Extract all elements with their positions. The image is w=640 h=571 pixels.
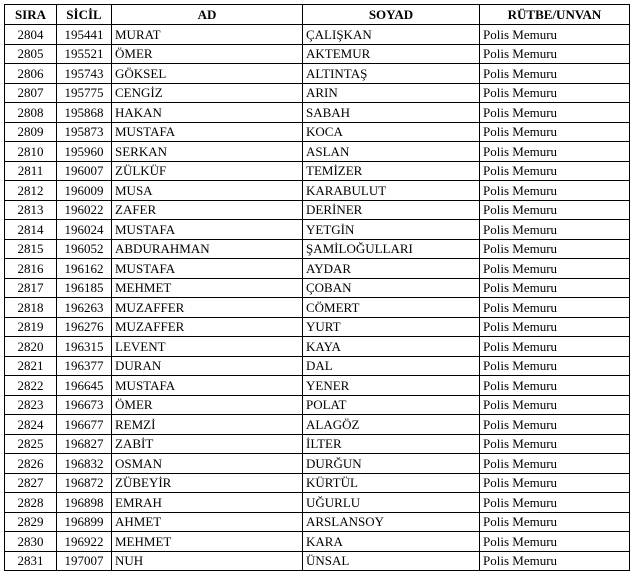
sicil-cell: 196315: [57, 337, 112, 357]
sira-cell: 2829: [5, 512, 57, 532]
ad-cell: ZABİT: [112, 434, 303, 454]
soyad-cell: AKTEMUR: [303, 44, 480, 64]
header-ad: AD: [112, 5, 303, 25]
sira-cell: 2830: [5, 532, 57, 552]
header-sira: SIRA: [5, 5, 57, 25]
table-row: [5, 551, 630, 571]
table-row: [5, 122, 630, 142]
rutbe-cell: Polis Memuru: [480, 317, 630, 337]
soyad-cell: KÜRTÜL: [303, 473, 480, 493]
table-row: [5, 181, 630, 201]
sicil-cell: 196677: [57, 415, 112, 435]
soyad-cell: ÇOBAN: [303, 278, 480, 298]
sicil-cell: 196673: [57, 395, 112, 415]
rutbe-cell: Polis Memuru: [480, 44, 630, 64]
ad-cell: AHMET: [112, 512, 303, 532]
sira-cell: 2808: [5, 103, 57, 123]
table-row: [5, 454, 630, 474]
ad-cell: HAKAN: [112, 103, 303, 123]
soyad-cell: ŞAMİLOĞULLARI: [303, 239, 480, 259]
rutbe-cell: Polis Memuru: [480, 181, 630, 201]
table-row: [5, 83, 630, 103]
rutbe-cell: Polis Memuru: [480, 200, 630, 220]
soyad-cell: ALAGÖZ: [303, 415, 480, 435]
ad-cell: DURAN: [112, 356, 303, 376]
rutbe-cell: Polis Memuru: [480, 142, 630, 162]
soyad-cell: AYDAR: [303, 259, 480, 279]
table-row: [5, 44, 630, 64]
table-row: [5, 103, 630, 123]
soyad-cell: YURT: [303, 317, 480, 337]
rutbe-cell: Polis Memuru: [480, 122, 630, 142]
ad-cell: REMZİ: [112, 415, 303, 435]
soyad-cell: DAL: [303, 356, 480, 376]
table-row: [5, 415, 630, 435]
ad-cell: ZAFER: [112, 200, 303, 220]
sira-cell: 2827: [5, 473, 57, 493]
sira-cell: 2831: [5, 551, 57, 571]
rutbe-cell: Polis Memuru: [480, 64, 630, 84]
ad-cell: GÖKSEL: [112, 64, 303, 84]
sicil-cell: 196645: [57, 376, 112, 396]
soyad-cell: ARSLANSOY: [303, 512, 480, 532]
ad-cell: SERKAN: [112, 142, 303, 162]
sicil-cell: 196185: [57, 278, 112, 298]
soyad-cell: SABAH: [303, 103, 480, 123]
table-row: [5, 142, 630, 162]
rutbe-cell: Polis Memuru: [480, 83, 630, 103]
table-row: [5, 356, 630, 376]
sira-cell: 2812: [5, 181, 57, 201]
table-row: [5, 200, 630, 220]
sicil-cell: 196922: [57, 532, 112, 552]
soyad-cell: DURĞUN: [303, 454, 480, 474]
rutbe-cell: Polis Memuru: [480, 259, 630, 279]
soyad-cell: KAYA: [303, 337, 480, 357]
sicil-cell: 196872: [57, 473, 112, 493]
sira-cell: 2825: [5, 434, 57, 454]
sira-cell: 2804: [5, 25, 57, 45]
soyad-cell: ARIN: [303, 83, 480, 103]
rutbe-cell: Polis Memuru: [480, 25, 630, 45]
table-row: [5, 259, 630, 279]
sira-cell: 2826: [5, 454, 57, 474]
table-row: [5, 64, 630, 84]
table-row: [5, 434, 630, 454]
sira-cell: 2821: [5, 356, 57, 376]
sira-cell: 2817: [5, 278, 57, 298]
soyad-cell: YENER: [303, 376, 480, 396]
ad-cell: CENGİZ: [112, 83, 303, 103]
soyad-cell: TEMİZER: [303, 161, 480, 181]
sira-cell: 2819: [5, 317, 57, 337]
sira-cell: 2805: [5, 44, 57, 64]
header-sicil: SİCİL: [57, 5, 112, 25]
sicil-cell: 195868: [57, 103, 112, 123]
table-row: [5, 317, 630, 337]
sicil-cell: 196024: [57, 220, 112, 240]
sicil-cell: 196899: [57, 512, 112, 532]
ad-cell: MUSA: [112, 181, 303, 201]
table-row: [5, 220, 630, 240]
sira-cell: 2818: [5, 298, 57, 318]
sira-cell: 2806: [5, 64, 57, 84]
rutbe-cell: Polis Memuru: [480, 532, 630, 552]
ad-cell: EMRAH: [112, 493, 303, 513]
sira-cell: 2816: [5, 259, 57, 279]
rutbe-cell: Polis Memuru: [480, 434, 630, 454]
ad-cell: MEHMET: [112, 532, 303, 552]
rutbe-cell: Polis Memuru: [480, 454, 630, 474]
soyad-cell: ÜNSAL: [303, 551, 480, 571]
sicil-cell: 196162: [57, 259, 112, 279]
rutbe-cell: Polis Memuru: [480, 376, 630, 396]
rutbe-cell: Polis Memuru: [480, 161, 630, 181]
table-row: [5, 278, 630, 298]
ad-cell: ABDURAHMAN: [112, 239, 303, 259]
ad-cell: MUZAFFER: [112, 317, 303, 337]
sicil-cell: 196007: [57, 161, 112, 181]
rutbe-cell: Polis Memuru: [480, 220, 630, 240]
header-rutbe: RÜTBE/UNVAN: [480, 5, 630, 25]
rutbe-cell: Polis Memuru: [480, 493, 630, 513]
sira-cell: 2824: [5, 415, 57, 435]
soyad-cell: UĞURLU: [303, 493, 480, 513]
ad-cell: MUSTAFA: [112, 122, 303, 142]
soyad-cell: ALTINTAŞ: [303, 64, 480, 84]
sicil-cell: 196832: [57, 454, 112, 474]
sicil-cell: 195873: [57, 122, 112, 142]
table-row: [5, 376, 630, 396]
sicil-cell: 196022: [57, 200, 112, 220]
soyad-cell: KARA: [303, 532, 480, 552]
rutbe-cell: Polis Memuru: [480, 415, 630, 435]
ad-cell: LEVENT: [112, 337, 303, 357]
table-row: [5, 473, 630, 493]
sira-cell: 2813: [5, 200, 57, 220]
soyad-cell: ASLAN: [303, 142, 480, 162]
sicil-cell: 196009: [57, 181, 112, 201]
ad-cell: MUZAFFER: [112, 298, 303, 318]
sicil-cell: 197007: [57, 551, 112, 571]
header-soyad: SOYAD: [303, 5, 480, 25]
ad-cell: MURAT: [112, 25, 303, 45]
ad-cell: MEHMET: [112, 278, 303, 298]
ad-cell: ÖMER: [112, 44, 303, 64]
ad-cell: NUH: [112, 551, 303, 571]
ad-cell: ÖMER: [112, 395, 303, 415]
ad-cell: ZÜLKÜF: [112, 161, 303, 181]
table-row: [5, 337, 630, 357]
sicil-cell: 196263: [57, 298, 112, 318]
table-row: [5, 298, 630, 318]
soyad-cell: DERİNER: [303, 200, 480, 220]
table-row: [5, 239, 630, 259]
table-row: [5, 395, 630, 415]
rutbe-cell: Polis Memuru: [480, 278, 630, 298]
sicil-cell: 196276: [57, 317, 112, 337]
soyad-cell: KOCA: [303, 122, 480, 142]
rutbe-cell: Polis Memuru: [480, 395, 630, 415]
table-row: [5, 512, 630, 532]
sira-cell: 2807: [5, 83, 57, 103]
sicil-cell: 195960: [57, 142, 112, 162]
table-row: [5, 493, 630, 513]
sira-cell: 2815: [5, 239, 57, 259]
soyad-cell: ÇALIŞKAN: [303, 25, 480, 45]
sicil-cell: 196377: [57, 356, 112, 376]
rutbe-cell: Polis Memuru: [480, 551, 630, 571]
sicil-cell: 195743: [57, 64, 112, 84]
rutbe-cell: Polis Memuru: [480, 337, 630, 357]
ad-cell: MUSTAFA: [112, 259, 303, 279]
sira-cell: 2814: [5, 220, 57, 240]
soyad-cell: POLAT: [303, 395, 480, 415]
rutbe-cell: Polis Memuru: [480, 356, 630, 376]
rutbe-cell: Polis Memuru: [480, 512, 630, 532]
table-row: [5, 25, 630, 45]
sira-cell: 2822: [5, 376, 57, 396]
ad-cell: MUSTAFA: [112, 376, 303, 396]
soyad-cell: İLTER: [303, 434, 480, 454]
table-row: [5, 532, 630, 552]
sicil-cell: 195441: [57, 25, 112, 45]
sira-cell: 2823: [5, 395, 57, 415]
sicil-cell: 196052: [57, 239, 112, 259]
soyad-cell: CÖMERT: [303, 298, 480, 318]
rutbe-cell: Polis Memuru: [480, 473, 630, 493]
ad-cell: OSMAN: [112, 454, 303, 474]
rutbe-cell: Polis Memuru: [480, 103, 630, 123]
ad-cell: MUSTAFA: [112, 220, 303, 240]
sira-cell: 2820: [5, 337, 57, 357]
table-row: [5, 161, 630, 181]
soyad-cell: YETGİN: [303, 220, 480, 240]
sicil-cell: 195521: [57, 44, 112, 64]
sicil-cell: 195775: [57, 83, 112, 103]
header-row: [5, 5, 630, 25]
sicil-cell: 196898: [57, 493, 112, 513]
personnel-table: [4, 4, 630, 571]
sira-cell: 2811: [5, 161, 57, 181]
ad-cell: ZÜBEYİR: [112, 473, 303, 493]
sira-cell: 2828: [5, 493, 57, 513]
sira-cell: 2809: [5, 122, 57, 142]
rutbe-cell: Polis Memuru: [480, 239, 630, 259]
rutbe-cell: Polis Memuru: [480, 298, 630, 318]
soyad-cell: KARABULUT: [303, 181, 480, 201]
sicil-cell: 196827: [57, 434, 112, 454]
sira-cell: 2810: [5, 142, 57, 162]
